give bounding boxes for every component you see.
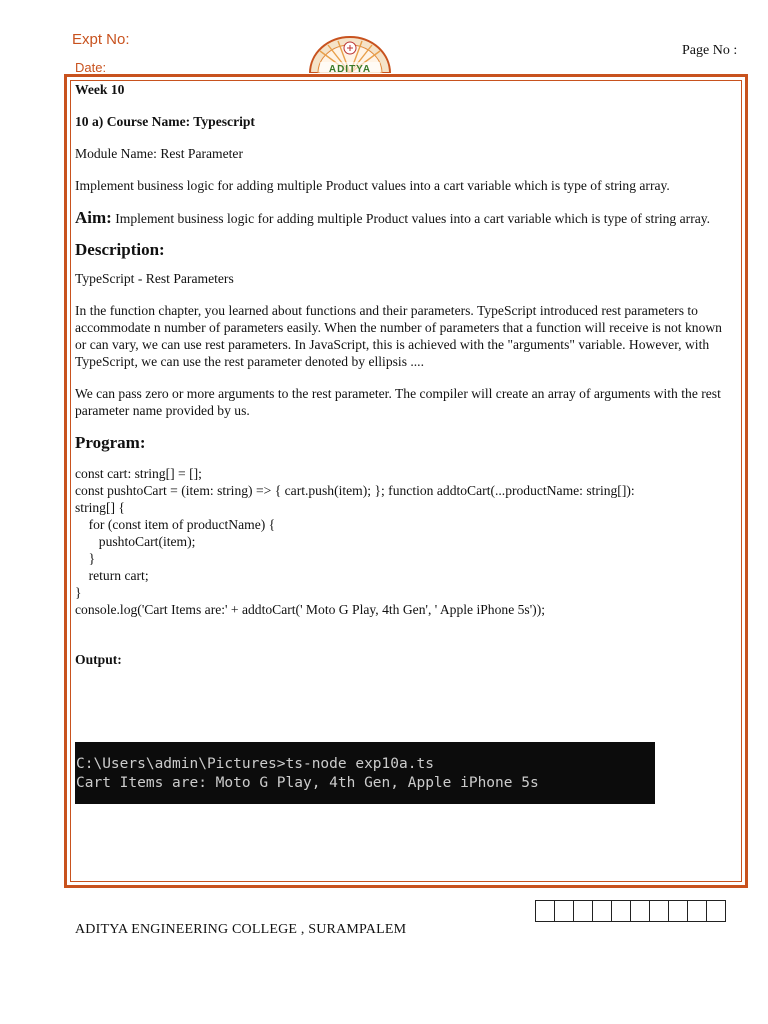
output-heading: Output: bbox=[75, 652, 122, 667]
code-line: string[] { bbox=[75, 500, 125, 515]
terminal-command-line: C:\Users\admin\Pictures>ts-node exp10a.ts bbox=[76, 756, 434, 772]
code-line: return cart; bbox=[75, 568, 149, 583]
college-emblem-icon bbox=[306, 33, 394, 73]
code-line: } bbox=[75, 551, 96, 566]
description-subtitle: TypeScript - Rest Parameters bbox=[75, 271, 234, 286]
content-area bbox=[75, 80, 735, 668]
aim-paragraph bbox=[75, 209, 735, 227]
terminal-result-line: Cart Items are: Moto G Play, 4th Gen, Apple iPhone 5s bbox=[76, 775, 539, 791]
terminal-output bbox=[75, 742, 655, 804]
roll-number-box bbox=[688, 900, 707, 922]
roll-number-box bbox=[535, 900, 555, 922]
roll-number-box bbox=[631, 900, 650, 922]
date-label: Date: bbox=[75, 60, 107, 75]
aim-text: Implement business logic for adding multiple Product values into a cart variable which is type of string array. bbox=[115, 211, 711, 226]
roll-number-box bbox=[555, 900, 574, 922]
code-line: console.log('Cart Items are:' + addtoCart(' Moto G Play, 4th Gen', ' Apple iPhone 5s')); bbox=[75, 602, 545, 617]
roll-number-box bbox=[707, 900, 726, 922]
description-paragraph-1: In the function chapter, you learned about functions and their parameters. TypeScript introduced rest parameters to accommodate n number of parameters easily. When the number of parameters that a function will receive is not known or can vary, we can use rest parameters. In JavaScript, this is achieved with the "arguments" variable. However, with TypeScript, we can use the rest parameter denoted by ellipsis .... bbox=[75, 303, 722, 369]
code-line: const pushtoCart = (item: string) => { cart.push(item); }; function addtoCart(...productName: string[]): bbox=[75, 483, 635, 498]
program-code bbox=[75, 465, 735, 618]
roll-number-box bbox=[593, 900, 612, 922]
module-name: Module Name: Rest Parameter bbox=[75, 146, 243, 161]
expt-no-label: Expt No: bbox=[72, 31, 130, 48]
task-statement: Implement business logic for adding multiple Product values into a cart variable which is type of string array. bbox=[75, 178, 670, 193]
description-paragraph-2: We can pass zero or more arguments to the rest parameter. The compiler will create an array of arguments with the rest parameter name provided by us. bbox=[75, 386, 721, 418]
aim-label: Aim: bbox=[75, 208, 112, 227]
roll-number-box bbox=[650, 900, 669, 922]
code-line: for (const item of productName) { bbox=[75, 517, 276, 532]
week-title: Week 10 bbox=[75, 82, 125, 97]
roll-number-boxes bbox=[535, 900, 726, 922]
code-line: pushtoCart(item); bbox=[75, 534, 196, 549]
code-line: } bbox=[75, 585, 82, 600]
course-name: 10 a) Course Name: Typescript bbox=[75, 114, 255, 129]
roll-number-box bbox=[574, 900, 593, 922]
logo-text: ADITYA bbox=[328, 64, 372, 73]
program-heading: Program: bbox=[75, 433, 146, 452]
description-heading: Description: bbox=[75, 240, 165, 259]
college-footer: ADITYA ENGINEERING COLLEGE , SURAMPALEM bbox=[75, 922, 407, 937]
page-no-label: Page No : bbox=[682, 43, 738, 58]
code-line: const cart: string[] = []; bbox=[75, 466, 202, 481]
roll-number-box bbox=[669, 900, 688, 922]
roll-number-box bbox=[612, 900, 631, 922]
